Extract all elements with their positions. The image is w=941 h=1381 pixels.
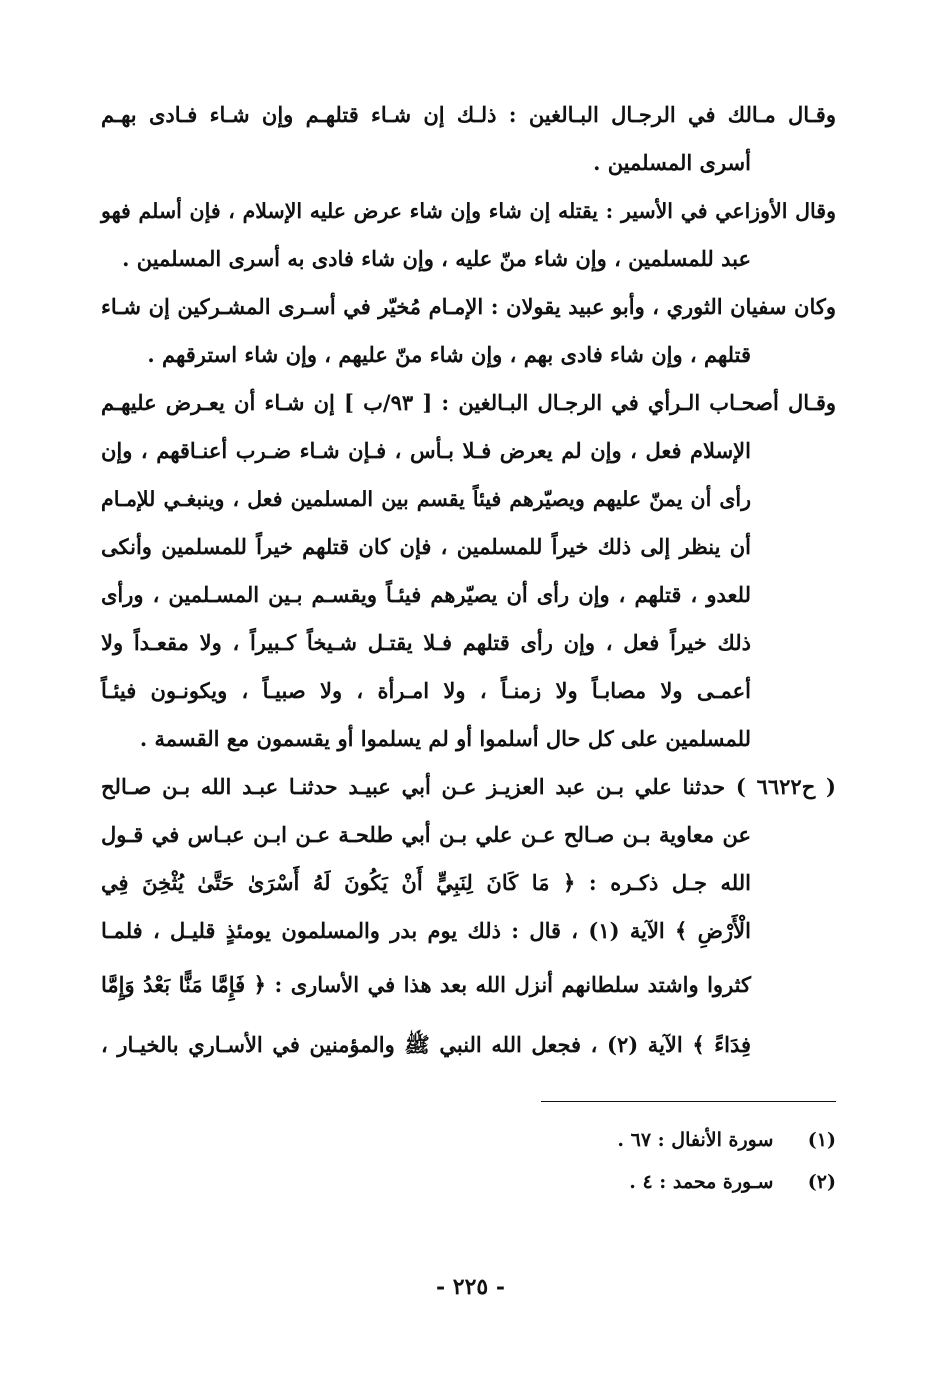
body-line-8: الإسلام فعل ، وإن لم يعرض فـلا بـأس ، فـإن شـاء ضـرب أعنـاقهم ، وإن (101, 438, 751, 463)
page-number: - ٢٢٥ - (435, 1274, 506, 1300)
body-line-7: وقـال أصحـاب الـرأي في الرجـال البـالغين : [ ٩٣/ب ] إن شـاء أن يعـرض عليهـم (101, 390, 836, 415)
body-line-17: الله جـل ذكـره : ﴿ مَا كَانَ لِنَبِيٍّ أَنْ يَكُونَ لَهُ أَسْرَىٰ حَتَّىٰ يُثْخِنَ فِي (101, 870, 751, 895)
body-line-19: كثروا واشتد سلطانهم أنزل الله بعد هذا في الأسارى : ﴿ فَإِمَّا مَنًّا بَعْدُ وَإِمَّا (101, 972, 751, 997)
body-line-11: للعدو ، قتلهم ، وإن رأى أن يصيّرهم فيئـاً ويقسـم بـين المسـلمين ، ورأى (101, 582, 751, 607)
footnote-1-number: (١) (807, 1129, 836, 1151)
body-line-18: الْأَرْضِ ﴾ الآية (١) ، قال : ذلك يوم بدر والمسلمون يومئذٍ قليـل ، فلمـا (101, 918, 751, 943)
body-line-6: قتلهم ، وإن شاء فادى بهم ، وإن شاء منّ عليهم ، وإن شاء استرقهم . (147, 342, 751, 367)
body-line-12: ذلك خيراً فعل ، وإن رأى قتلهم فـلا يقتـل شـيخاً كـبيراً ، ولا مقعـداً ولا (101, 630, 751, 655)
footnote-2-number: (٢) (807, 1171, 836, 1193)
body-line-3: وقال الأوزاعي في الأسير : يقتله إن شاء وإن شاء عرض عليه الإسلام ، فإن أسلم فهو (101, 199, 836, 223)
body-line-20: فِدَاءً ﴾ الآية (٢) ، فجعل الله النبي ﷺ والمؤمنين في الأسـاري بالخيـار ، (101, 1032, 752, 1057)
footnote-separator (541, 1101, 836, 1102)
body-line-14: للمسلمين على كل حال أسلموا أو لم يسلموا أو يقسمون مع القسمة . (139, 726, 751, 751)
footnote-1 (617, 1127, 836, 1153)
body-line-4: عبد للمسلمين ، وإن شاء منّ عليه ، وإن شاء فادى به أسرى المسلمين . (122, 246, 751, 271)
body-line-10: أن ينظر إلى ذلك خيراً للمسلمين ، فإن كان قتلهم خيراً للمسلمين وأنكى (101, 534, 751, 559)
body-line-13: أعمـى ولا مصابـاً ولا زمنـاً ، ولا امـرأة ، ولا صبيـاً ، ويكونـون فيئـاً (101, 678, 751, 703)
body-line-1: وقـال مـالك في الرجـال البـالغين : ذلـك إن شـاء قتلهـم وإن شـاء فـادى بهـم (101, 102, 836, 127)
footnote-1-text: سورة الأنفال : ٦٧ . (617, 1129, 774, 1151)
body-line-2: أسرى المسلمين . (593, 150, 751, 175)
body-line-15: ( ح٦٦٢٢ ) حدثنا علي بـن عبد العزيـز عـن أبي عبيـد حدثنـا عبـد الله بـن صـالح (101, 774, 836, 799)
footnote-2 (629, 1169, 836, 1195)
body-line-9: رأى أن يمنّ عليهم ويصيّرهم فيئاً يقسم بين المسلمين فعل ، وينبغـي للإمـام (101, 487, 751, 511)
body-line-5: وكان سفيان الثوري ، وأبو عبيد يقولان : الإمـام مُخيّر في أسـرى المشـركين إن شـاء (101, 294, 836, 319)
body-line-16: عن معاوية بـن صـالح عـن علي بـن أبي طلحـة عـن ابـن عبـاس في قـول (101, 822, 751, 847)
footnote-2-text: سـورة محمد : ٤ . (629, 1171, 774, 1193)
